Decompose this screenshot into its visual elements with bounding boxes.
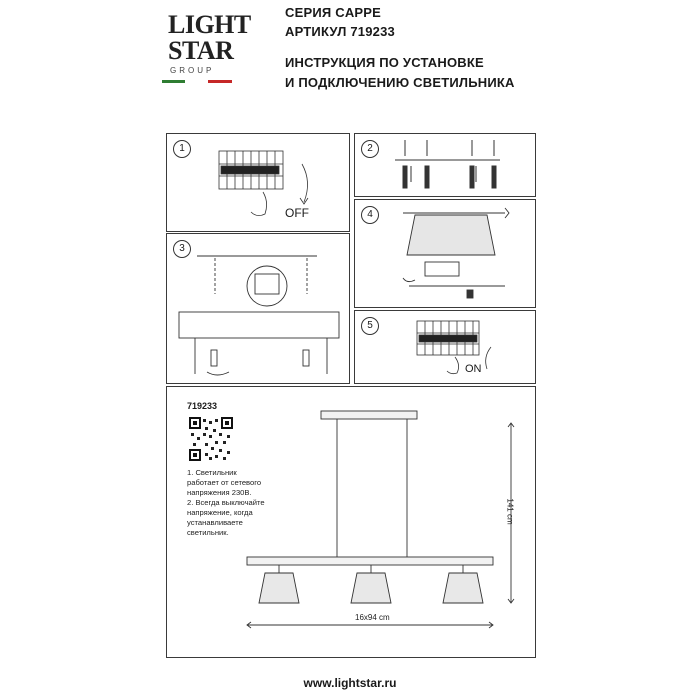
step-5-panel bbox=[354, 310, 536, 384]
note-line: светильник. bbox=[187, 528, 229, 537]
article-label: АРТИКУЛ 719233 bbox=[285, 24, 395, 39]
logo-line-1: LIGHT bbox=[168, 10, 251, 39]
title-line-1: ИНСТРУКЦИЯ ПО УСТАНОВКЕ bbox=[285, 55, 484, 70]
series-label: СЕРИЯ CAPPE bbox=[285, 5, 382, 20]
step-1-number: 1 bbox=[173, 140, 191, 158]
note-line: работает от сетевого bbox=[187, 478, 262, 487]
shade-mounting-illustration bbox=[355, 200, 535, 307]
breaker-off-illustration bbox=[167, 134, 349, 231]
step-3-panel bbox=[166, 233, 350, 384]
title-line-2: И ПОДКЛЮЧЕНИЮ СВЕТИЛЬНИКА bbox=[285, 75, 515, 90]
product-code: 719233 bbox=[187, 401, 218, 411]
note-line: напряжение, когда bbox=[187, 508, 253, 517]
note-line: 2. Всегда выключайте bbox=[187, 498, 265, 507]
step-2-panel bbox=[354, 133, 536, 197]
width-dimension-label: 16x94 cm bbox=[355, 613, 390, 622]
off-label: OFF bbox=[285, 206, 309, 220]
website-link[interactable]: www.lightstar.ru bbox=[303, 676, 397, 690]
note-line: 1. Светильник bbox=[187, 468, 237, 477]
fixture-dimension-drawing bbox=[167, 387, 535, 657]
note-line: напряжения 230В. bbox=[187, 488, 252, 497]
step-4-number: 4 bbox=[361, 206, 379, 224]
on-label: ON bbox=[465, 363, 482, 375]
lightstar-logo bbox=[160, 8, 251, 88]
logo-line-3: GROUP bbox=[170, 66, 215, 75]
step-3-number: 3 bbox=[173, 240, 191, 258]
breaker-on-illustration bbox=[355, 311, 535, 383]
product-panel bbox=[166, 386, 536, 658]
logo-flag-stripe bbox=[162, 80, 232, 83]
step-4-panel bbox=[354, 199, 536, 308]
step-1-panel bbox=[166, 133, 350, 232]
note-line: устанавливаете bbox=[187, 518, 243, 527]
height-dimension-label: 141 cm bbox=[505, 498, 515, 525]
logo-line-2: STAR bbox=[168, 36, 234, 65]
step-2-number: 2 bbox=[361, 140, 379, 158]
wire-connection-illustration bbox=[167, 234, 349, 383]
step-5-number: 5 bbox=[361, 317, 379, 335]
mounting-screws-illustration bbox=[355, 134, 535, 196]
